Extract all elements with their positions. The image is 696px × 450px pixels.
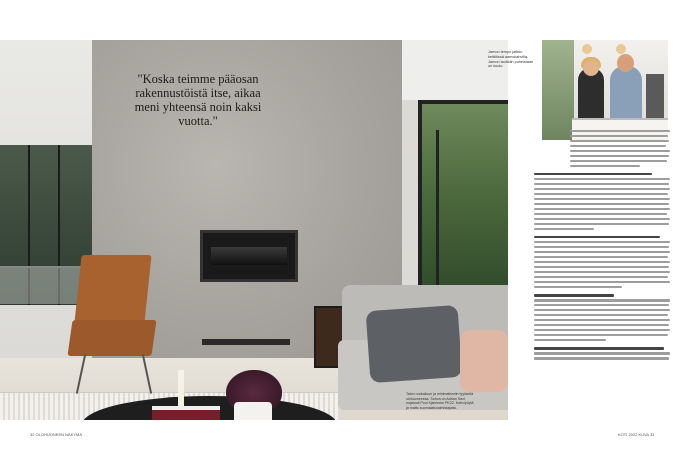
body-text-line — [534, 329, 670, 331]
body-text-line — [534, 256, 668, 258]
page-footer-left: 32 OLOHUONEEN NÄKYMÄ — [30, 432, 83, 437]
article-text — [534, 128, 670, 362]
body-text-line — [534, 198, 670, 200]
body-text-line — [534, 261, 670, 263]
pendant-lamp — [616, 44, 626, 54]
body-text-line — [534, 339, 606, 341]
body-text-line — [534, 271, 670, 273]
body-text-line — [534, 276, 668, 278]
pendant-lamp — [582, 44, 592, 54]
body-text-line — [534, 246, 669, 248]
body-text-line — [534, 218, 670, 220]
body-text-line — [570, 130, 670, 132]
pink-pillow — [460, 330, 508, 392]
body-text-line — [534, 357, 669, 359]
body-text-line — [534, 183, 669, 185]
woman-head — [583, 60, 599, 76]
body-text-line — [534, 319, 670, 321]
body-text-line — [534, 203, 669, 205]
fireplace-vent — [202, 339, 290, 345]
book-stack — [152, 406, 220, 420]
body-text-line — [570, 150, 670, 152]
body-text-line — [534, 208, 670, 210]
subheading-line — [534, 294, 614, 297]
body-text-line — [570, 145, 666, 147]
body-text-line — [534, 309, 670, 311]
body-text-line — [534, 334, 668, 336]
man-head — [617, 54, 634, 72]
photo-caption: Talon ruokailuun ja minimalismiin tyylisellä olohuoneessa. Sohva on Adrian Savi, nojatuoli Poul Kjærholm PK22. Kahvipöytä ja matto suomalaisvalmistajalta. — [406, 392, 474, 410]
body-text-line — [534, 299, 670, 301]
subheading-line — [534, 347, 664, 350]
body-text-line — [534, 193, 668, 195]
body-text-line — [534, 304, 669, 306]
body-text-line — [534, 223, 669, 225]
body-text-line — [534, 266, 669, 268]
pull-quote: "Koska teimme pääosan rakennustöistä itse, aikaa meni yhteensä noin kaksi vuotta." — [134, 72, 262, 128]
ceiling — [402, 40, 508, 100]
body-text-line — [570, 155, 669, 157]
body-text-line — [534, 178, 670, 180]
page-footer-right: KOTI 2022 KUVA 33 — [618, 432, 655, 437]
body-text-line — [534, 241, 670, 243]
lounge-chair-back — [74, 255, 151, 323]
forest-window — [418, 100, 508, 294]
plant-pot — [234, 402, 272, 420]
body-text-line — [534, 286, 622, 288]
candle — [178, 370, 184, 406]
man — [610, 66, 642, 126]
body-text-line — [534, 314, 668, 316]
body-text-line — [570, 135, 668, 137]
body-text-line — [534, 281, 670, 283]
fireplace — [200, 230, 298, 282]
kitchen-photo — [542, 40, 668, 140]
body-text-line — [570, 140, 669, 142]
body-text-line — [570, 160, 667, 162]
gray-pillow — [366, 305, 463, 383]
body-text-line — [534, 188, 670, 190]
body-text-line — [534, 251, 670, 253]
body-text-line — [570, 165, 640, 167]
body-text-line — [534, 324, 669, 326]
body-text-line — [534, 352, 670, 354]
body-text-line — [534, 213, 667, 215]
coffee-machine — [646, 74, 664, 118]
fireplace-opening — [211, 247, 287, 265]
kitchen-window — [542, 40, 574, 140]
body-text-line — [534, 228, 594, 230]
subheading-line — [534, 236, 660, 239]
kitchen-caption: Jarnon tempo jatkuu keittiössä aamukahvilla. Jarnon isoäidin puheistaan on kuulu. — [488, 50, 534, 69]
subheading-line — [534, 173, 652, 176]
window-mullion — [436, 130, 439, 290]
lounge-chair-seat — [67, 320, 156, 356]
